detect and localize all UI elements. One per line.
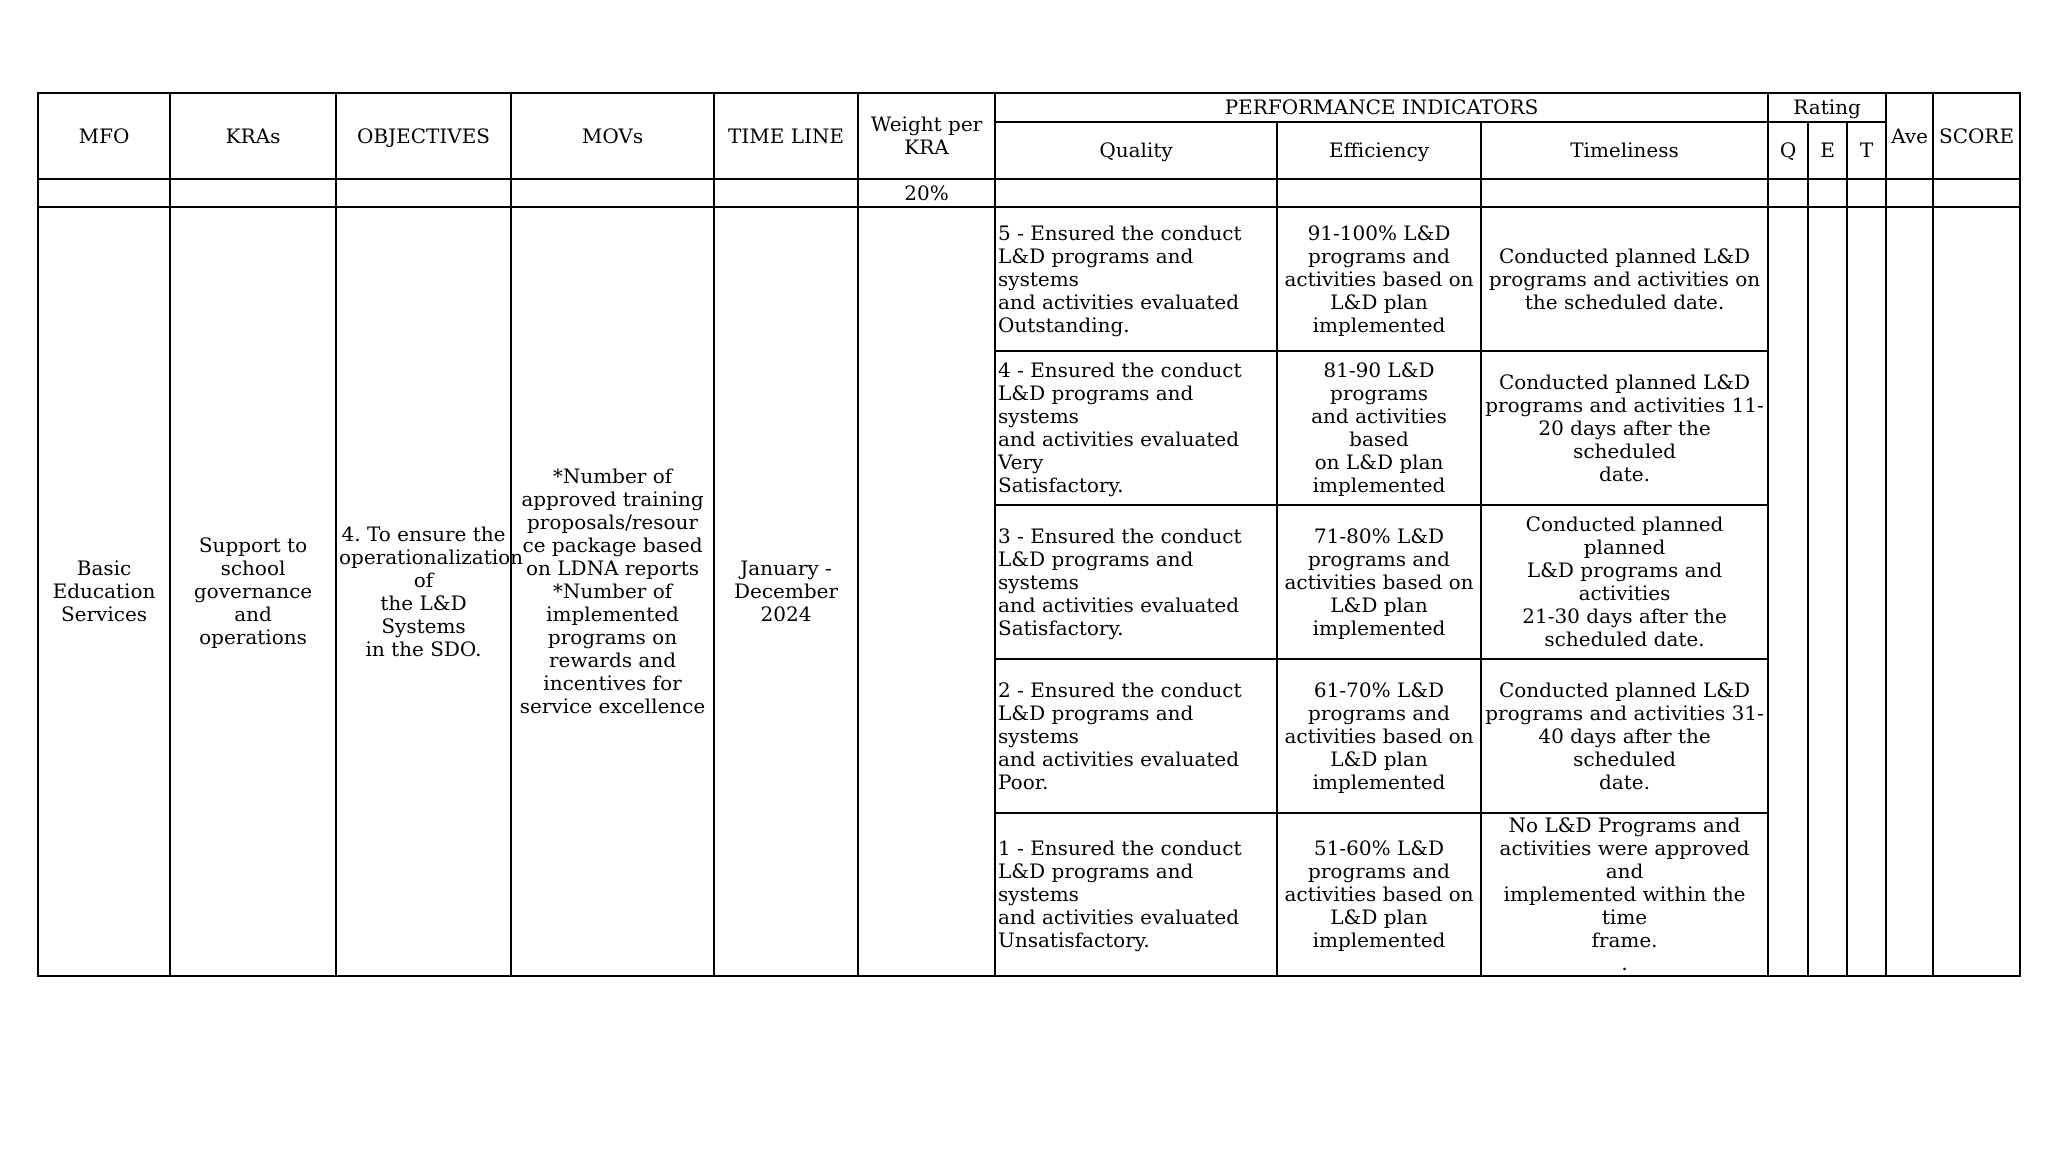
quality-text: 2 - Ensured the conduct L&D programs and systems and activities evaluated Poor.	[998, 677, 1242, 794]
score-cell[interactable]	[1933, 207, 2020, 976]
timeliness-text: Conducted planned planned L&D programs and activities 21-30 days after the scheduled date.	[1522, 512, 1727, 651]
timeline-text: January - December 2024	[733, 556, 839, 626]
weight-header-text: Weight per KRA	[870, 112, 983, 159]
quality-cell	[995, 207, 1277, 351]
timeliness-cell	[1481, 813, 1768, 976]
col-header-kras: KRAs	[170, 93, 336, 179]
efficiency-cell	[1277, 505, 1481, 659]
ave-cell[interactable]	[1886, 207, 1933, 976]
weight-value: 20%	[858, 179, 995, 207]
kra-cell	[170, 207, 336, 976]
empty-cell	[38, 179, 170, 207]
timeliness-text: Conducted planned L&D programs and activities 11- 20 days after the scheduled date.	[1485, 369, 1764, 486]
col-header-quality: Quality	[995, 122, 1277, 179]
efficiency-text: 81-90 L&D programs and activities based on L&D plan implemented	[1311, 358, 1447, 497]
col-header-movs: MOVs	[511, 93, 714, 179]
empty-cell	[1847, 179, 1886, 207]
efficiency-text: 61-70% L&D programs and activities based on L&D plan implemented	[1284, 677, 1474, 794]
empty-cell	[1933, 179, 2020, 207]
efficiency-text: 51-60% L&D programs and activities based on L&D plan implemented	[1284, 836, 1474, 952]
rating-t-cell[interactable]	[1847, 207, 1886, 976]
quality-cell	[995, 351, 1277, 505]
col-header-mfo: MFO	[38, 93, 170, 179]
efficiency-cell	[1277, 659, 1481, 813]
empty-cell	[170, 179, 336, 207]
efficiency-cell	[1277, 351, 1481, 505]
empty-cell	[995, 179, 1277, 207]
empty-cell	[1768, 179, 1808, 207]
col-header-performance-indicators: PERFORMANCE INDICATORS	[995, 93, 1768, 122]
timeliness-cell	[1481, 659, 1768, 813]
quality-cell	[995, 813, 1277, 976]
quality-text: 1 - Ensured the conduct L&D programs and systems and activities evaluated Unsatisfactory.	[998, 836, 1242, 952]
efficiency-cell	[1277, 813, 1481, 976]
movs-text: *Number of approved training proposals/resour ce package based on LDNA reports *Number of implemented programs on rewards and incentives for service excellence	[519, 464, 706, 718]
empty-cell	[1277, 179, 1481, 207]
weight-row	[38, 179, 2020, 207]
col-header-timeliness: Timeliness	[1481, 122, 1768, 179]
empty-cell	[511, 179, 714, 207]
quality-text: 4 - Ensured the conduct L&D programs and systems and activities evaluated Very Satisfactory.	[998, 358, 1242, 497]
timeliness-cell	[1481, 505, 1768, 659]
col-header-objectives: OBJECTIVES	[336, 93, 511, 179]
efficiency-cell	[1277, 207, 1481, 351]
rating-q-cell[interactable]	[1768, 207, 1808, 976]
movs-cell	[511, 207, 714, 976]
mfo-text: Basic Education Services	[52, 556, 156, 626]
timeline-cell	[714, 207, 858, 976]
col-header-timeline: TIME LINE	[714, 93, 858, 179]
timeliness-cell	[1481, 207, 1768, 351]
col-header-t: T	[1847, 122, 1886, 179]
empty-cell	[336, 179, 511, 207]
timeliness-text: Conducted planned L&D programs and activities on the scheduled date.	[1488, 243, 1761, 314]
mfo-cell	[38, 207, 170, 976]
rating-e-cell[interactable]	[1808, 207, 1847, 976]
col-header-ave: Ave	[1886, 93, 1933, 179]
efficiency-text: 91-100% L&D programs and activities based on L&D plan implemented	[1284, 220, 1474, 337]
timeliness-text: No L&D Programs and activities were approved and implemented within the time frame. .	[1499, 813, 1750, 975]
efficiency-text: 71-80% L&D programs and activities based on L&D plan implemented	[1284, 523, 1474, 640]
timeliness-text: Conducted planned L&D programs and activities 31- 40 days after the scheduled date.	[1485, 677, 1764, 794]
performance-table	[37, 92, 2021, 977]
empty-cell	[1481, 179, 1768, 207]
col-header-rating: Rating	[1768, 93, 1886, 122]
objective-cell	[336, 207, 524, 976]
col-header-weight	[858, 93, 995, 179]
col-header-score: SCORE	[1933, 93, 2020, 179]
empty-cell	[714, 179, 858, 207]
quality-cell	[995, 505, 1277, 659]
quality-text: 3 - Ensured the conduct L&D programs and systems and activities evaluated Satisfactory.	[998, 523, 1242, 640]
col-header-efficiency: Efficiency	[1277, 122, 1481, 179]
col-header-q: Q	[1768, 122, 1808, 179]
indicator-row-5	[38, 207, 2020, 351]
timeliness-cell	[1481, 351, 1768, 505]
quality-text: 5 - Ensured the conduct L&D programs and systems and activities evaluated Outstanding.	[998, 220, 1242, 337]
empty-cell	[1808, 179, 1847, 207]
kra-text: Support to school governance and operations	[193, 533, 313, 649]
weight-empty-cell	[858, 207, 995, 976]
empty-cell	[1886, 179, 1933, 207]
header-row-1	[38, 93, 2020, 122]
col-header-e: E	[1808, 122, 1847, 179]
objective-text: 4. To ensure the operationalization of the L&D Systems in the SDO.	[339, 521, 524, 661]
quality-cell	[995, 659, 1277, 813]
